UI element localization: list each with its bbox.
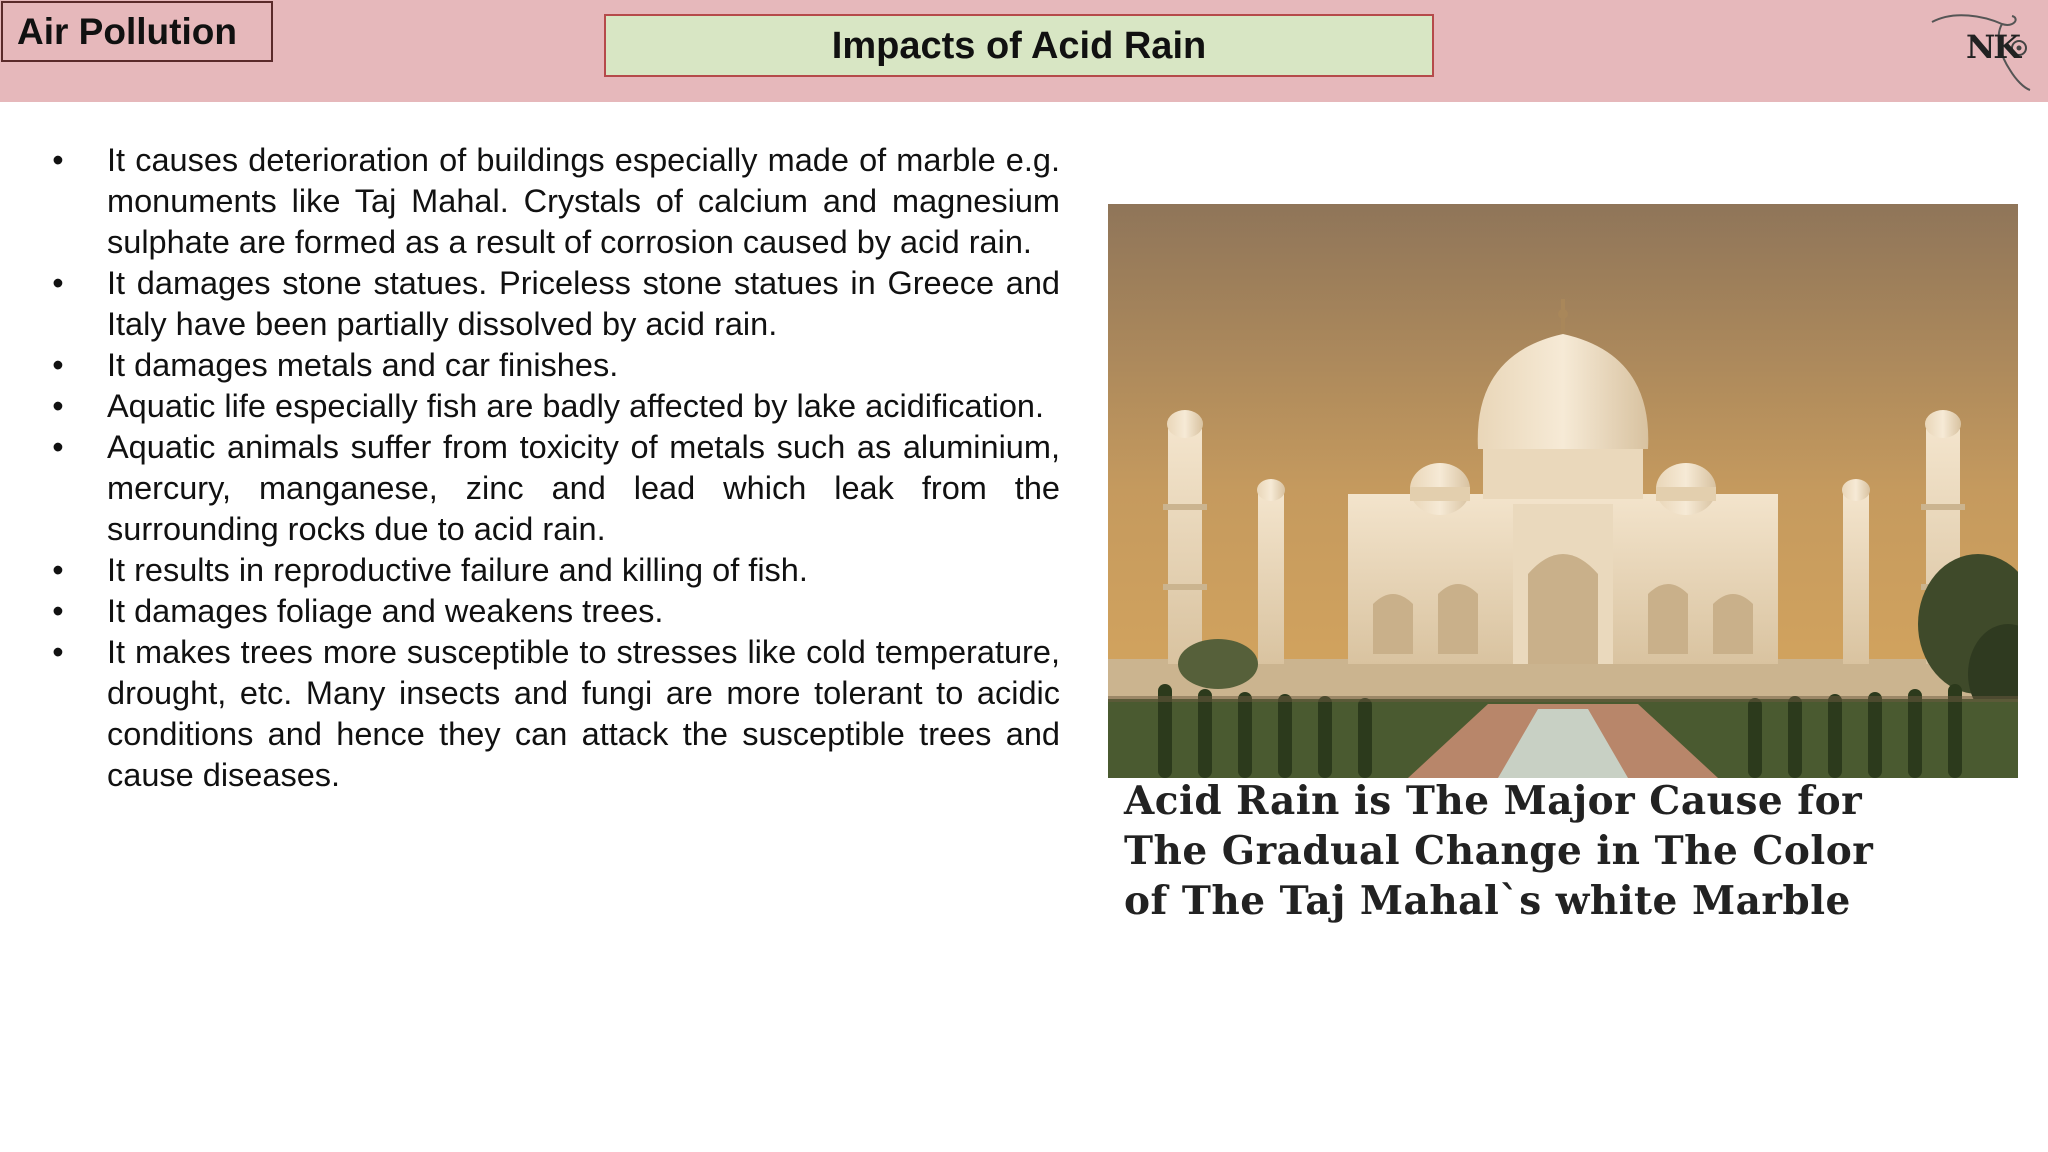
bullet-text: It causes deterioration of buildings especially made of marble e.g. monuments like Taj Mahal. Crystals of calcium and magnesium sulphate are formed as a result of corrosion caused by acid rain. (107, 142, 1060, 260)
bullet-item (48, 427, 1060, 550)
bullet-text: It damages stone statues. Priceless stone statues in Greece and Italy have been partially dissolved by acid rain. (107, 265, 1060, 342)
bullet-text: It damages metals and car finishes. (107, 347, 619, 383)
bullet-dot: • (52, 142, 64, 178)
bullet-dot: • (52, 634, 64, 670)
slide-title: Impacts of Acid Rain (604, 14, 1434, 77)
bullet-item (48, 386, 1060, 427)
topic-label: Air Pollution (1, 1, 273, 62)
bullet-dot: • (52, 429, 64, 465)
bullet-dot: • (52, 552, 64, 588)
bullet-item (48, 140, 1060, 263)
bullet-text: Aquatic animals suffer from toxicity of metals such as aluminium, mercury, manganese, zinc and lead which leak from the surrounding rocks due to acid rain. (107, 429, 1060, 547)
bullet-item (48, 345, 1060, 386)
bullet-dot: • (52, 347, 64, 383)
bullet-text: Aquatic life especially fish are badly affected by lake acidification. (107, 388, 1045, 424)
bullet-item (48, 263, 1060, 345)
bullet-dot: • (52, 265, 64, 301)
taj-mahal-photo (1108, 204, 2018, 778)
logo-text: NK (1966, 28, 2020, 66)
bullet-item (48, 632, 1060, 796)
bullet-item (48, 550, 1060, 591)
bullet-text: It makes trees more susceptible to stresses like cold temperature, drought, etc. Many insects and fungi are more tolerant to acidic conditions and hence they can attack the susceptible trees and cause diseases. (107, 634, 1060, 793)
caption-line: of The Taj Mahal`s white Marble (1124, 878, 1851, 924)
bullet-text: It damages foliage and weakens trees. (107, 593, 664, 629)
bullet-text: It results in reproductive failure and killing of fish. (107, 552, 808, 588)
bullet-item (48, 591, 1060, 632)
bullet-list (48, 140, 1060, 796)
bullet-dot: • (52, 593, 64, 629)
bullet-dot: • (52, 388, 64, 424)
caption-line: The Gradual Change in The Color (1124, 828, 1874, 874)
image-caption (1124, 776, 2024, 926)
caption-line: Acid Rain is The Major Cause for (1124, 778, 1863, 824)
